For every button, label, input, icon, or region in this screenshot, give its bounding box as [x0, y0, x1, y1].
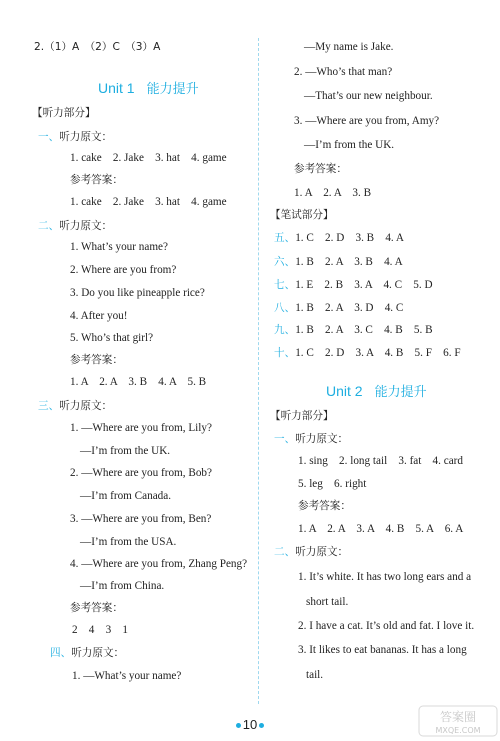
section-5-row — [274, 231, 404, 245]
u1-line-2: 5. leg 6. right — [298, 478, 367, 490]
s4-line-1: 1. —What’s your name? — [72, 670, 182, 682]
page-number: 10 — [242, 717, 258, 732]
s3-line-7: 4. —Where are you from, Zhang Peng? — [70, 558, 248, 570]
u2-section-2-header — [274, 545, 348, 559]
s3-ref-label: 参考答案： — [70, 602, 123, 614]
section-label: 听力原文： — [59, 400, 113, 412]
section-number: 五、 — [274, 232, 296, 244]
s3-answer: 2 4 3 1 — [72, 624, 128, 636]
section-label: 听力原文： — [59, 131, 113, 143]
section-number: 九、 — [274, 324, 296, 336]
r-line-4: 3. —Where are you from, Amy? — [294, 115, 440, 127]
u2-section-1-header — [274, 432, 348, 446]
u1-ref-label: 参考答案： — [298, 500, 351, 512]
s3-line-6: —I’m from the USA. — [80, 536, 177, 548]
section-6-row — [274, 255, 403, 269]
written-part-label: 【笔试部分】 — [270, 209, 334, 221]
section-9-row — [274, 323, 433, 337]
unit1-heading — [98, 80, 199, 98]
u1-line-1: 1. sing 2. long tail 3. fat 4. card — [298, 455, 463, 467]
svg-text:答案圈: 答案圈 — [439, 710, 477, 724]
section-label: 听力原文： — [71, 647, 125, 659]
s1-ref-label: 参考答案： — [70, 174, 123, 186]
section-8-row — [274, 301, 403, 315]
svg-text:MXQE.COM: MXQE.COM — [435, 726, 481, 735]
r-ref-label: 参考答案： — [294, 163, 347, 175]
section-number: 一、 — [274, 433, 296, 445]
u2-line-1: 1. It’s white. It has two long ears and a — [298, 571, 472, 583]
s2-line-5: 5. Who’s that girl? — [70, 332, 154, 344]
section-number: 八、 — [274, 302, 296, 314]
unit1-title-cn: 能力提升 — [146, 82, 199, 97]
section-7-answers: 1. E 2. B 3. A 4. C 5. D — [295, 279, 433, 291]
section-number: 四、 — [50, 647, 72, 659]
section-label: 听力原文： — [295, 433, 349, 445]
section-10-answers: 1. C 2. D 3. A 4. B 5. F 6. F — [295, 347, 461, 359]
watermark-logo — [418, 704, 498, 738]
column-divider — [258, 38, 259, 704]
section-8-answers: 1. B 2. A 3. D 4. C — [295, 302, 404, 314]
s2-line-4: 4. After you! — [70, 310, 128, 322]
listening-part-label: 【听力部分】 — [32, 107, 96, 119]
unit2-title: Unit 2 — [326, 383, 363, 399]
section-3-header — [38, 399, 112, 413]
section-number: 十、 — [274, 347, 296, 359]
u2-line-3: 2. I have a cat. It’s old and fat. I love it. — [298, 620, 475, 632]
u2-line-5: tail. — [306, 669, 324, 681]
r-answer: 1. A 2. A 3. B — [294, 187, 372, 199]
s1-line: 1. cake 2. Jake 3. hat 4. game — [70, 152, 227, 164]
section-number: 三、 — [38, 400, 60, 412]
s3-line-2: —I’m from the UK. — [80, 445, 171, 457]
r-line-2: 2. —Who’s that man? — [294, 66, 393, 78]
section-7-row — [274, 278, 433, 292]
section-1-header — [38, 130, 112, 144]
s2-ref-label: 参考答案： — [70, 354, 123, 366]
s2-line-3: 3. Do you like pineapple rice? — [70, 287, 205, 299]
unit1-title: Unit 1 — [98, 80, 135, 96]
section-6-answers: 1. B 2. A 3. B 4. A — [295, 256, 403, 268]
s2-line-2: 2. Where are you from? — [70, 264, 177, 276]
top-answer: 2.（1）A （2）C （3）A — [34, 41, 161, 53]
s2-line-1: 1. What’s your name? — [70, 241, 168, 253]
unit2-heading — [326, 383, 427, 401]
s3-line-4: —I’m from Canada. — [80, 490, 172, 502]
section-2-header — [38, 219, 112, 233]
r-line-1: —My name is Jake. — [304, 41, 394, 53]
section-5-answers: 1. C 2. D 3. B 4. A — [295, 232, 404, 244]
section-number: 二、 — [38, 220, 60, 232]
u1-answer: 1. A 2. A 3. A 4. B 5. A 6. A — [298, 523, 464, 535]
s1-answer: 1. cake 2. Jake 3. hat 4. game — [70, 196, 227, 208]
u2-line-2: short tail. — [306, 596, 349, 608]
u2-line-4: 3. It likes to eat bananas. It has a long — [298, 644, 467, 656]
listening-part-label: 【听力部分】 — [270, 410, 334, 422]
s3-line-1: 1. —Where are you from, Lily? — [70, 422, 212, 434]
section-10-row — [274, 346, 461, 360]
section-number: 六、 — [274, 256, 296, 268]
s2-answer: 1. A 2. A 3. B 4. A 5. B — [70, 376, 207, 388]
unit2-title-cn: 能力提升 — [374, 385, 427, 400]
r-line-3: —That’s our new neighbour. — [304, 90, 433, 102]
section-number: 七、 — [274, 279, 296, 291]
s3-line-5: 3. —Where are you from, Ben? — [70, 513, 212, 525]
section-number: 一、 — [38, 131, 60, 143]
section-label: 听力原文： — [59, 220, 113, 232]
section-9-answers: 1. B 2. A 3. C 4. B 5. B — [295, 324, 433, 336]
page-dot-right — [259, 723, 264, 728]
section-label: 听力原文： — [295, 546, 349, 558]
s3-line-3: 2. —Where are you from, Bob? — [70, 467, 212, 479]
section-4-header — [50, 646, 124, 660]
r-line-5: —I’m from the UK. — [304, 139, 395, 151]
s3-line-8: —I’m from China. — [80, 580, 165, 592]
section-number: 二、 — [274, 546, 296, 558]
